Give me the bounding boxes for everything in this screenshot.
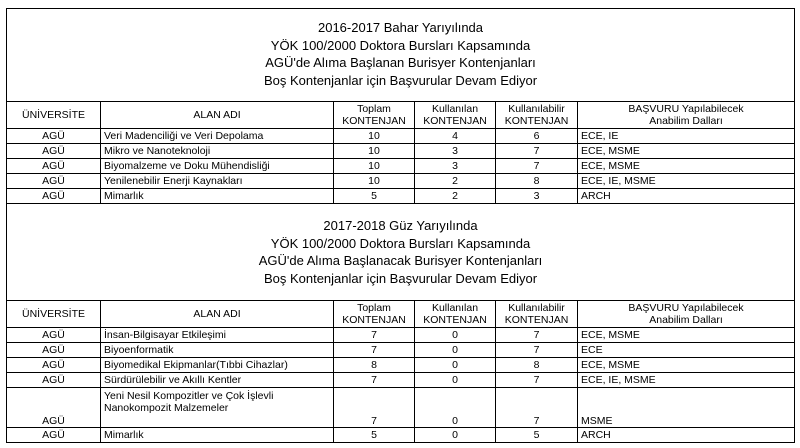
cell-toplam: 7 — [334, 343, 415, 358]
cell-basvuru: ARCH — [578, 189, 795, 204]
cell-universite: AGÜ — [7, 174, 101, 189]
cell-alan: Sürdürülebilir ve Akıllı Kentler — [101, 373, 334, 388]
title-line: Boş Kontenjanlar için Başvurular Devam Ediyor — [263, 72, 538, 88]
cell-toplam: 7 — [334, 373, 415, 388]
header-row — [7, 301, 795, 328]
cell-kullanilabilir: 8 — [496, 358, 578, 373]
title-line: 2016-2017 Bahar Yarıyılında — [317, 20, 484, 35]
cell-alan: Mikro ve Nanoteknoloji — [101, 144, 334, 159]
cell-alan: İnsan-Bilgisayar Etkileşimi — [101, 328, 334, 343]
title-line: Boş Kontenjanlar için Başvurular Devam Ediyor — [263, 270, 538, 286]
cell-toplam: 10 — [334, 159, 415, 174]
cell-alan: Biyomedikal Ekipmanlar(Tıbbi Cihazlar) — [101, 358, 334, 373]
table-row — [7, 174, 795, 189]
title-line: 2017-2018 Güz Yarıyılında — [323, 218, 478, 233]
header-universite: ÜNİVERSİTE — [7, 301, 101, 328]
cell-kullanilan: 3 — [415, 144, 496, 159]
table-row — [7, 343, 795, 358]
cell-toplam: 10 — [334, 129, 415, 144]
cell-kullanilabilir: 7 — [496, 373, 578, 388]
cell-kullanilabilir: 5 — [496, 428, 578, 443]
cell-kullanilan: 0 — [415, 388, 496, 428]
cell-toplam: 5 — [334, 189, 415, 204]
cell-alan: Biyoenformatik — [101, 343, 334, 358]
table-row — [7, 358, 795, 373]
title-line: YÖK 100/2000 Doktora Bursları Kapsamında — [270, 235, 531, 251]
cell-kullanilan: 2 — [415, 174, 496, 189]
header-row — [7, 102, 795, 129]
cell-basvuru: ECE, MSME — [578, 328, 795, 343]
cell-basvuru: ECE, IE — [578, 129, 795, 144]
cell-kullanilabilir: 7 — [496, 343, 578, 358]
cell-universite: AGÜ — [7, 159, 101, 174]
cell-kullanilan: 2 — [415, 189, 496, 204]
cell-toplam: 7 — [334, 328, 415, 343]
cell-universite: AGÜ — [7, 373, 101, 388]
table-row — [7, 144, 795, 159]
cell-kullanilan: 0 — [415, 358, 496, 373]
header-kullanilan: Kullanılan KONTENJAN — [415, 301, 496, 328]
table-row — [7, 328, 795, 343]
table-row — [7, 388, 795, 428]
table-row — [7, 373, 795, 388]
cell-kullanilabilir: 7 — [496, 388, 578, 428]
header-kullanilan: Kullanılan KONTENJAN — [415, 102, 496, 129]
cell-kullanilan: 0 — [415, 428, 496, 443]
cell-basvuru: MSME — [578, 388, 795, 428]
cell-kullanilabilir: 8 — [496, 174, 578, 189]
cell-basvuru: ARCH — [578, 428, 795, 443]
cell-toplam: 8 — [334, 358, 415, 373]
header-alan-adi: ALAN ADI — [101, 301, 334, 328]
cell-universite: AGÜ — [7, 189, 101, 204]
header-kullanilabilir: Kullanılabilir KONTENJAN — [496, 102, 578, 129]
cell-toplam: 7 — [334, 388, 415, 428]
cell-universite: AGÜ — [7, 388, 101, 428]
cell-kullanilan: 0 — [415, 373, 496, 388]
cell-basvuru: ECE, MSME — [578, 159, 795, 174]
cell-alan: Mimarlık — [101, 428, 334, 443]
cell-basvuru: ECE, IE, MSME — [578, 373, 795, 388]
cell-alan: Biyomalzeme ve Doku Mühendisliği — [101, 159, 334, 174]
cell-toplam: 5 — [334, 428, 415, 443]
table-row — [7, 189, 795, 204]
cell-universite: AGÜ — [7, 129, 101, 144]
cell-toplam: 10 — [334, 174, 415, 189]
header-alan-adi: ALAN ADI — [101, 102, 334, 129]
cell-universite: AGÜ — [7, 343, 101, 358]
cell-kullanilabilir: 6 — [496, 129, 578, 144]
section-title — [7, 204, 795, 301]
cell-kullanilan: 4 — [415, 129, 496, 144]
cell-kullanilan: 0 — [415, 328, 496, 343]
cell-alan: Yenilenebilir Enerji Kaynakları — [101, 174, 334, 189]
cell-kullanilabilir: 7 — [496, 159, 578, 174]
header-basvuru: BAŞVURU Yapılabilecek Anabilim Dalları — [578, 102, 795, 129]
cell-toplam: 10 — [334, 144, 415, 159]
cell-kullanilan: 3 — [415, 159, 496, 174]
cell-universite: AGÜ — [7, 328, 101, 343]
cell-kullanilan: 0 — [415, 343, 496, 358]
header-kullanilabilir: Kullanılabilir KONTENJAN — [496, 301, 578, 328]
cell-basvuru: ECE, MSME — [578, 358, 795, 373]
cell-kullanilabilir: 7 — [496, 144, 578, 159]
table-row — [7, 159, 795, 174]
title-line: YÖK 100/2000 Doktora Bursları Kapsamında — [270, 37, 531, 53]
header-toplam: Toplam KONTENJAN — [334, 102, 415, 129]
cell-basvuru: ECE, MSME — [578, 144, 795, 159]
table-row — [7, 428, 795, 443]
cell-basvuru: ECE, IE, MSME — [578, 174, 795, 189]
header-toplam: Toplam KONTENJAN — [334, 301, 415, 328]
cell-alan: Yeni Nesil Kompozitler ve Çok İşlevli Nanokompozit Malzemeler — [101, 388, 334, 428]
cell-alan: Veri Madenciliği ve Veri Depolama — [101, 129, 334, 144]
cell-kullanilabilir: 3 — [496, 189, 578, 204]
title-line: AGÜ'de Alıma Başlanan Burisyer Kontenjanları — [265, 55, 536, 70]
cell-universite: AGÜ — [7, 428, 101, 443]
cell-basvuru: ECE — [578, 343, 795, 358]
section-title — [7, 9, 795, 102]
title-line: AGÜ'de Alıma Başlanacak Burisyer Kontenjanları — [258, 253, 543, 268]
cell-universite: AGÜ — [7, 144, 101, 159]
cell-universite: AGÜ — [7, 358, 101, 373]
table-row — [7, 129, 795, 144]
header-basvuru: BAŞVURU Yapılabilecek Anabilim Dalları — [578, 301, 795, 328]
header-universite: ÜNİVERSİTE — [7, 102, 101, 129]
cell-kullanilabilir: 7 — [496, 328, 578, 343]
quota-table — [6, 8, 795, 443]
cell-alan: Mimarlık — [101, 189, 334, 204]
